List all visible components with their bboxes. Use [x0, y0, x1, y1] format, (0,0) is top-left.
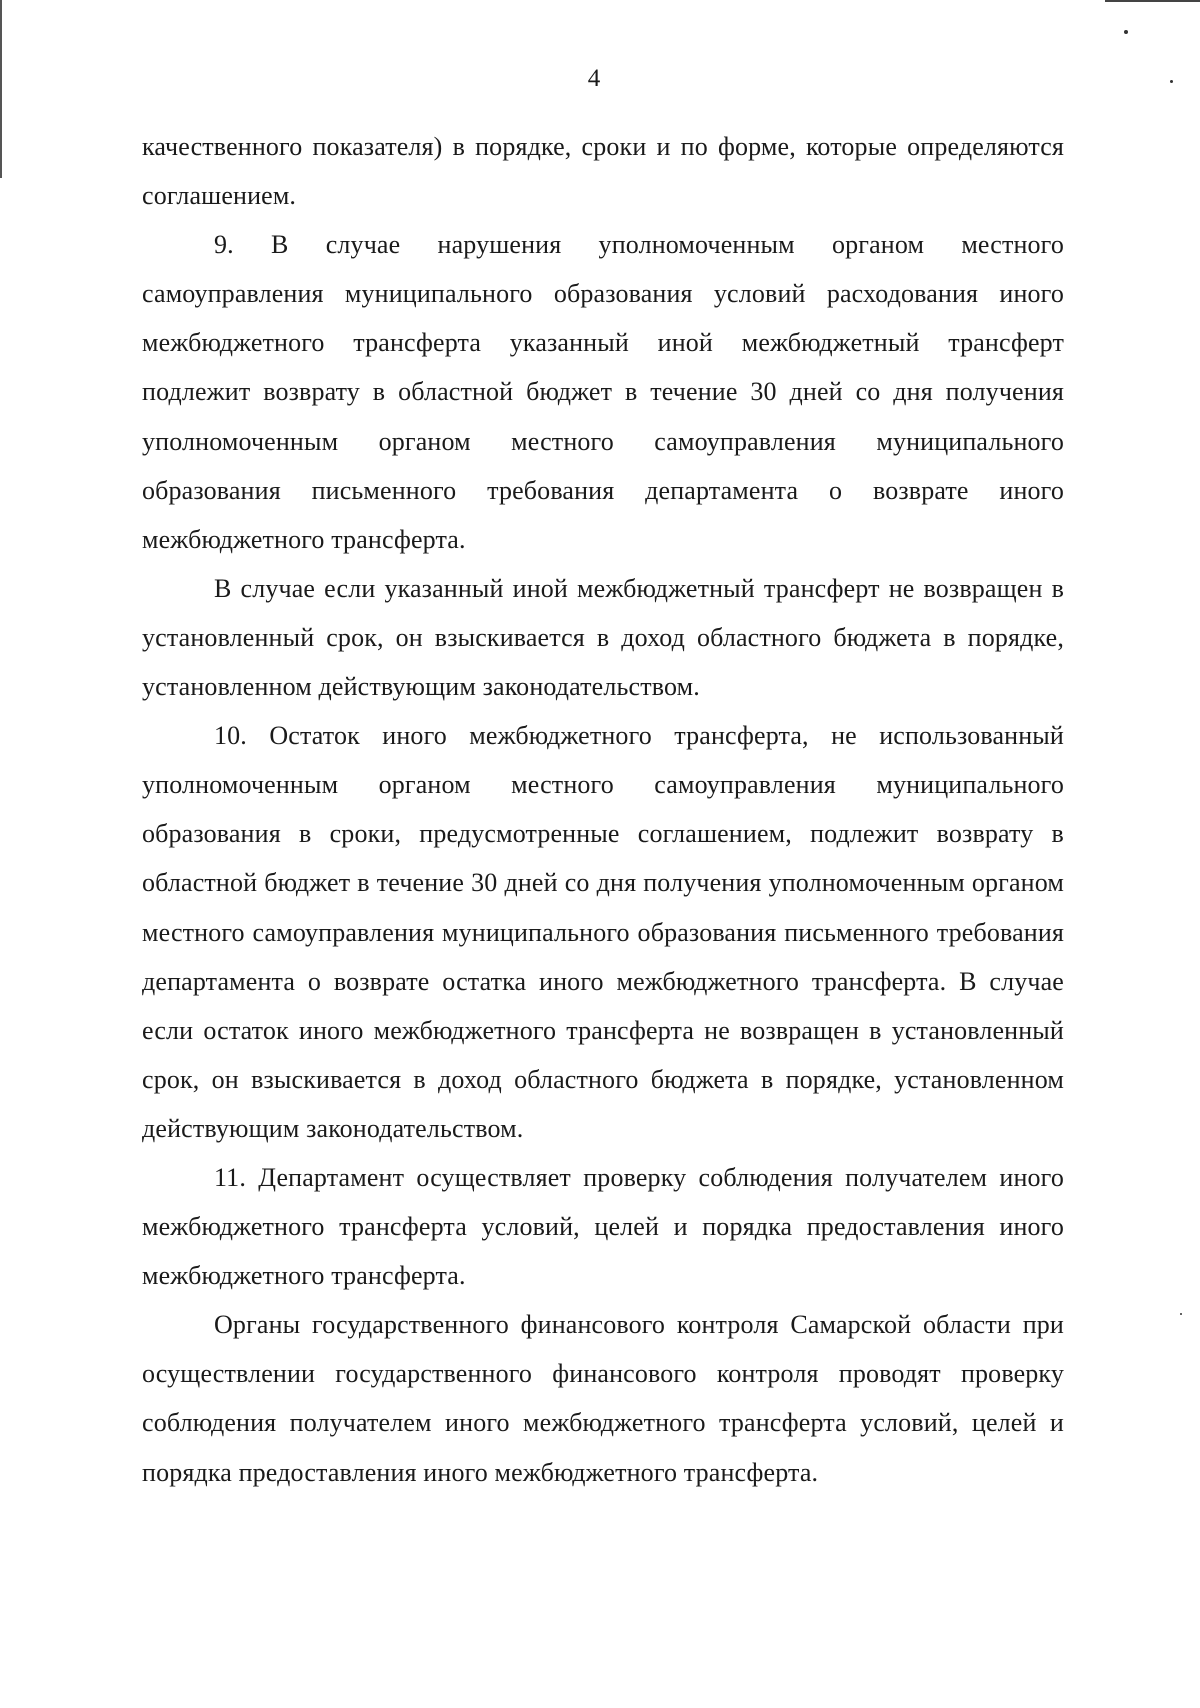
paragraph-9: 9. В случае нарушения уполномоченным органом местного самоуправления муниципального образования условий расходования иного межбюджетного трансферта указанный иной межбюджетный трансферт подлежит возврату в областной бюджет в течение 30 дней со дня получения уполномоченным органом местного самоуправления муниципального образования письменного требования департамента о возврате иного межбюджетного трансферта.: [142, 230, 1064, 554]
paragraph-9-return: В случае если указанный иной межбюджетный трансферт не возвращен в установленный срок, он взыскивается в доход областного бюджета в порядке, установленном действующим законодательством.: [142, 573, 1064, 702]
document-body: [142, 122, 1064, 1497]
page-number: 4: [587, 65, 601, 92]
scan-speck: [1124, 30, 1128, 34]
paragraph-continuation: качественного показателя) в порядке, сроки и по форме, которые определяются соглашением.: [142, 132, 1064, 211]
scan-border-top: [1105, 0, 1200, 2]
paragraph-10: 10. Остаток иного межбюджетного трансферта, не использованный уполномоченным органом местного самоуправления муниципального образования в сроки, предусмотренные соглашением, подлежит возврату в областной бюджет в течение 30 дней со дня получения уполномоченным органом местного самоуправления муниципального образования письменного требования департамента о возврате остатка иного межбюджетного трансферта. В случае если остаток иного межбюджетного трансферта не возвращен в установленный срок, он взыскивается в доход областного бюджета в порядке, установленном действующим законодательством.: [142, 721, 1064, 1143]
scan-speck: [1180, 1313, 1182, 1315]
paragraph-11: 11. Департамент осуществляет проверку соблюдения получателем иного межбюджетного трансферта условий, целей и порядка предоставления иного межбюджетного трансферта.: [142, 1162, 1064, 1291]
paragraph-11-control: Органы государственного финансового контроля Самарской области при осуществлении государственного финансового контроля проводят проверку соблюдения получателем иного межбюджетного трансферта условий, целей и порядка предоставления иного межбюджетного трансферта.: [142, 1310, 1064, 1487]
